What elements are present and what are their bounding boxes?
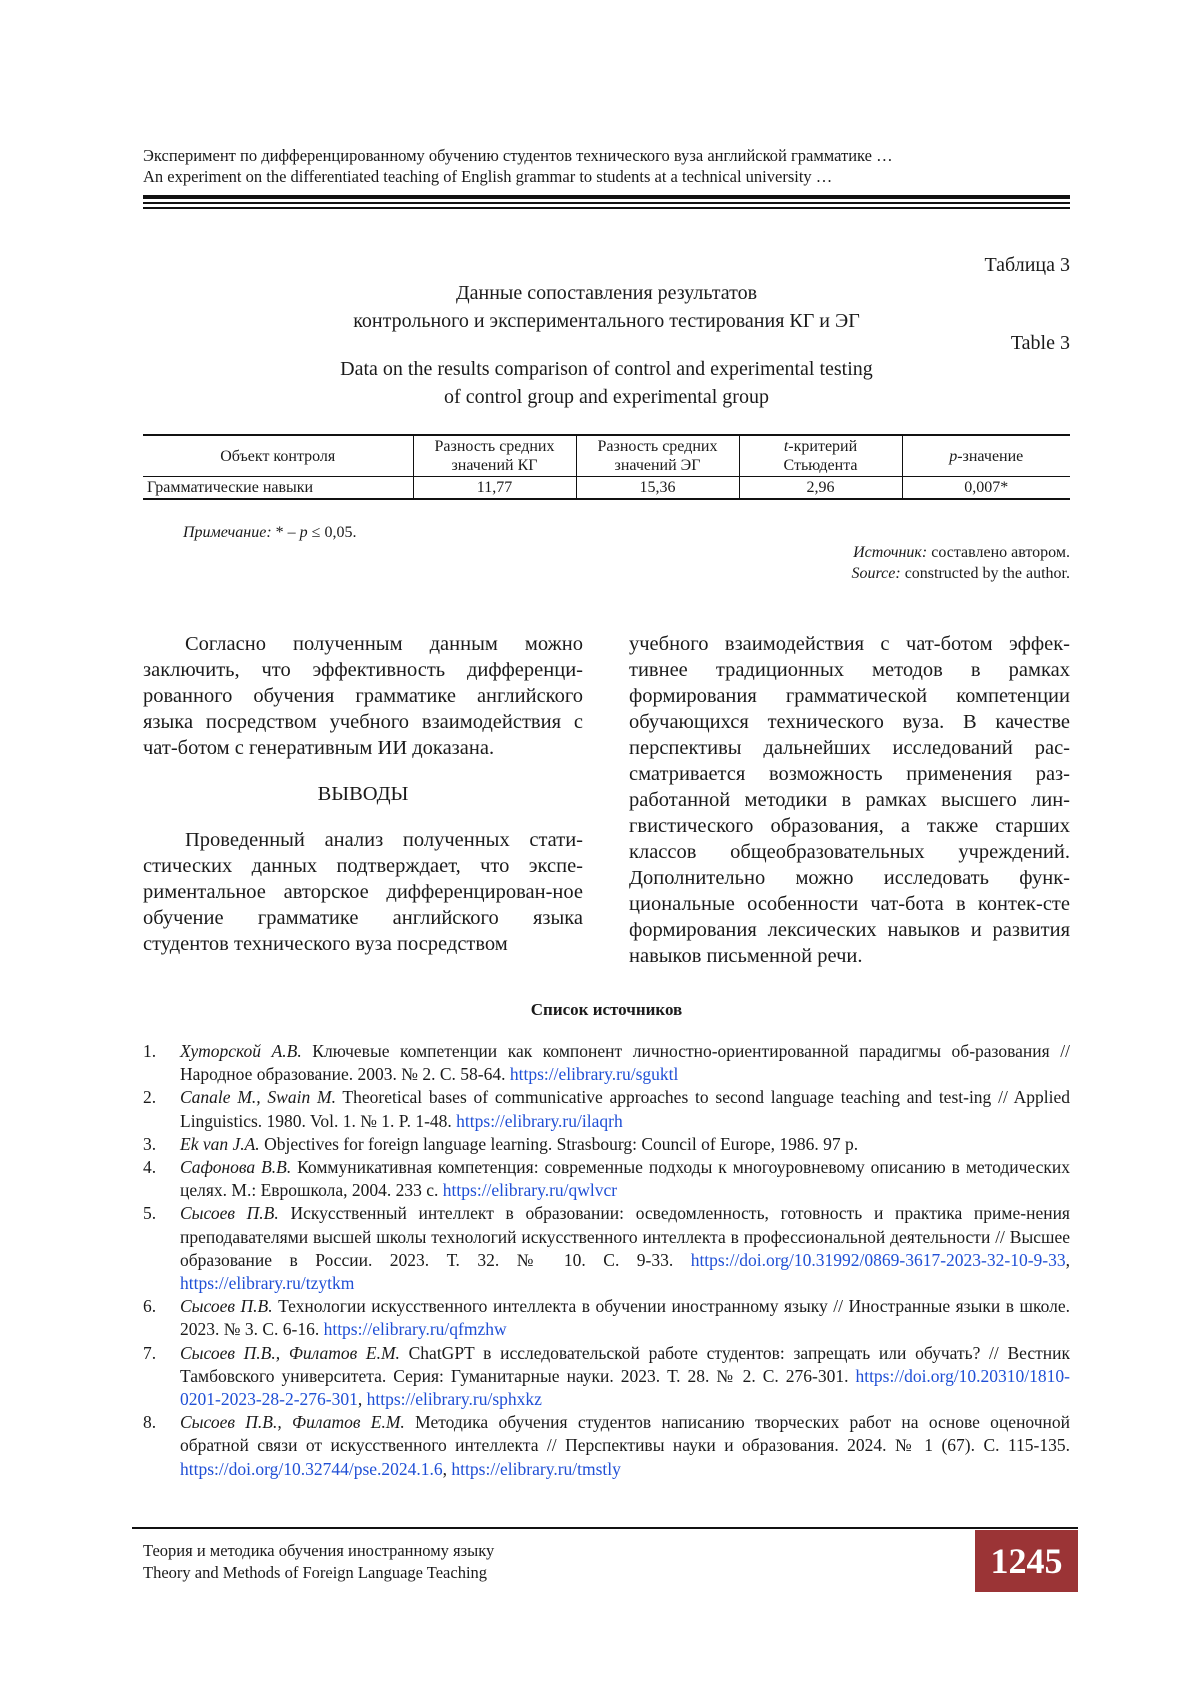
body-right-column [629,631,1070,969]
cell-kg: 11,77 [413,477,576,500]
reference-author: Сысоев П.В., Филатов Е.М. [180,1412,405,1433]
table-title-ru [143,279,1070,335]
table-title-en-line-2: of control group and experimental group [444,386,769,408]
reference-item [143,1342,1070,1412]
table-title-en [143,355,1070,411]
table-title-ru-line-1: Данные сопоставления результатов [455,282,758,304]
reference-number: 1. [143,1041,157,1061]
header-kg: Разность средних значений КГ [413,435,576,477]
header-object: Объект контроля [143,435,413,477]
cell-t: 2,96 [739,477,902,500]
reference-author: Сысоев П.В. [180,1296,273,1317]
reference-item [143,1295,1070,1341]
footer-rule [132,1527,1078,1529]
running-header-ru: Эксперимент по дифференцированному обучению студентов технического вуза английской грамматике … [143,146,893,165]
header-t-criterion: t-критерий Стьюдента [739,435,902,477]
reference-link[interactable]: https://elibrary.ru/tzytkm [180,1273,355,1294]
footer-journal-ru: Теория и методика обучения иностранному языку [143,1541,495,1560]
reference-author: Canale M., Swain M. [180,1087,336,1108]
reference-item [143,1156,1070,1202]
reference-text: Objectives for foreign language learning. Strasbourg: Council of Europe, 1986. 97 p. [259,1133,859,1154]
reference-item [143,1086,1070,1132]
reference-item [143,1133,1070,1156]
section-heading-conclusions: ВЫВОДЫ [317,783,409,805]
cell-eg: 15,36 [576,477,739,500]
header-rule-top [143,195,1070,199]
reference-number: 8. [143,1412,157,1433]
running-header-en: An experiment on the differentiated teaching of English grammar to students at a technical university … [143,167,833,186]
paragraph-analysis: Проведенный анализ полученных стати-стических данных подтверждает, что экспе-риментальное авторское дифференцирован-ное обучение грамматике английского языка студентов технического вуза посредством [143,829,583,955]
reference-number: 3. [143,1133,157,1154]
reference-text: Технологии искусственного интеллекта в обучении иностранному языку // Иностранные языки в школе. 2023. № 3. С. 6-16. [180,1296,1070,1340]
header-p-value: p-значение [902,435,1070,477]
table-note: Примечание: * – p ≤ 0,05. [183,524,357,541]
cell-p: 0,007* [902,477,1070,500]
reference-link[interactable]: https://elibrary.ru/ilaqrh [456,1110,623,1131]
results-table [143,434,1070,500]
table-header-row [143,435,1070,477]
reference-link[interactable]: https://doi.org/10.32744/pse.2024.1.6 [180,1458,443,1479]
paragraph-continuation: учебного взаимодействия с чат-ботом эффек-тивнее традиционных методов в рамках формирования грамматической компетенции обучающихся технического вуза. В качестве перспективы дальнейших исследований рас-сматривается возможность применения раз-работанной методики в рамках высшего лин-гвистического образования, а также старших классов общеобразовательных учреждений. Дополнительно можно исследовать функ-циональные особенности чат-бота в контек-сте формирования лексических навыков и развития навыков письменной речи. [629,633,1070,967]
table-title-en-line-1: Data on the results comparison of control and experimental testing [340,358,873,380]
reference-author: Ek van J.A. [180,1133,260,1154]
reference-item [143,1040,1070,1086]
source-en: Source: constructed by the author. [851,565,1070,582]
reference-link[interactable]: https://doi.org/10.31992/0869-3617-2023-32-10-9-33 [690,1249,1066,1270]
reference-separator: , [442,1458,452,1479]
cell-object: Грамматические навыки [143,477,413,500]
reference-text: Методика обучения студентов написанию творческих работ на основе оценочной обратной связи от искусственного интеллекта // Перспективы науки и образования. 2024. № 1 (67). С. 115-135. [180,1412,1071,1456]
reference-author: Сысоев П.В. [180,1203,279,1224]
body-left-column [143,631,583,957]
page-number: 1245 [975,1530,1078,1592]
reference-text: ChatGPT в исследовательской работе студентов: запрещать или обучать? // Вестник Тамбовского университета. Серия: Гуманитарные науки. 2023. Т. 28. № 2. С. 276-301. [180,1342,1070,1386]
reference-link[interactable]: https://elibrary.ru/qwlvcr [442,1180,618,1201]
reference-number: 5. [143,1203,157,1224]
reference-text: Theoretical bases of communicative approaches to second language teaching and test-ing // Applied Linguistics. 1980. Vol. 1. № 1. P. 1-48. [180,1087,1070,1131]
reference-number: 4. [143,1157,157,1178]
reference-number: 6. [143,1296,157,1317]
references-list [143,1040,1070,1481]
reference-text: Коммуникативная компетенция: современные подходы к многоуровневому описанию в методических целях. М.: Еврошкола, 2004. 233 с. [180,1157,1070,1201]
reference-text: Искусственный интеллект в образовании: осведомленность, готовность и практика приме-нения преподавателями высшей школы технологий искусственного интеллекта в профессиональной деятельности // Высшее образование в России. 2023. Т. 32. № 10. С. 9-33. [180,1203,1070,1270]
reference-separator: , [357,1389,367,1410]
reference-link[interactable]: https://elibrary.ru/sphxkz [366,1389,542,1410]
paragraph-conclusion: Согласно полученным данным можно заключить, что эффективность дифференци-рованного обучения грамматике английского языка посредством учебного взаимодействия с чат-ботом с генеративным ИИ доказана. [143,633,583,759]
table-label-en: Table 3 [1010,332,1070,354]
reference-link[interactable]: https://elibrary.ru/sguktl [509,1064,679,1085]
source-ru: Источник: составлено автором. [853,544,1070,561]
reference-link[interactable]: https://elibrary.ru/qfmzhw [323,1319,507,1340]
references-title: Список источников [530,1000,683,1019]
table-label-ru: Таблица 3 [984,254,1070,276]
reference-separator: , [1065,1249,1070,1270]
reference-number: 2. [143,1087,157,1108]
footer-journal-en: Theory and Methods of Foreign Language Teaching [143,1563,488,1582]
header-rule-mid [143,202,1070,204]
reference-text: Ключевые компетенции как компонент личностно-ориентированной парадигмы об-разования // Народное образование. 2003. № 2. С. 58-64. [180,1041,1070,1085]
reference-author: Сафонова В.В. [180,1157,292,1178]
header-rule-bottom [143,207,1070,209]
reference-author: Сысоев П.В., Филатов Е.М. [180,1342,400,1363]
reference-item [143,1202,1070,1295]
reference-link[interactable]: https://elibrary.ru/tmstly [451,1458,621,1479]
reference-author: Хуторской А.В. [180,1041,302,1061]
reference-item [143,1411,1070,1481]
table-source [852,542,1070,584]
reference-number: 7. [143,1342,157,1363]
table-title-ru-line-2: контрольного и экспериментального тестирования КГ и ЭГ [353,310,860,332]
table-row [143,477,1070,500]
header-eg: Разность средних значений ЭГ [576,435,739,477]
reference-link[interactable]: https://doi.org/10.20310/1810-0201-2023-28-2-276-301 [180,1365,1070,1410]
